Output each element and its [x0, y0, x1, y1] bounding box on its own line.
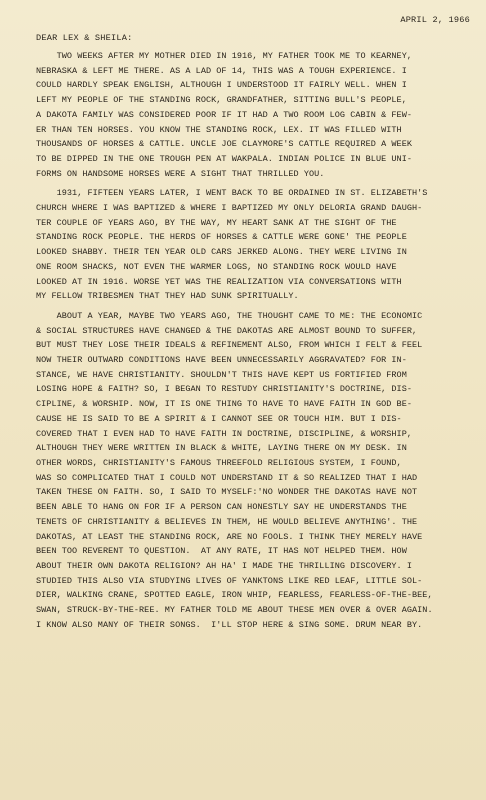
text-line: LOSING HOPE & FAITH? SO, I BEGAN TO RESTUDY CHRISTIANITY'S DOCTRINE, DIS- [36, 384, 413, 395]
text-line: LOOKED SHABBY. THEIR TEN YEAR OLD CARS JERKED ALONG. THEY WERE LIVING IN [36, 247, 407, 258]
salutation: DEAR LEX & SHEILA: [36, 33, 133, 43]
text-line: NEBRASKA & LEFT ME THERE. AS A LAD OF 14, THIS WAS A TOUGH EXPERIENCE. I [36, 65, 407, 76]
letter-date: APRIL 2, 1966 [400, 15, 470, 25]
paragraph-1 [36, 49, 476, 181]
text-line: OTHER WORDS, CHRISTIANITY'S FAMOUS THREEFOLD RELIGIOUS SYSTEM, I FOUND, [36, 457, 402, 468]
text-line: SWAN, STRUCK-BY-THE-REE. MY FATHER TOLD ME ABOUT THESE MEN OVER & OVER AGAIN. [36, 605, 433, 616]
text-line: MY FELLOW TRIBESMEN THAT THEY HAD SUNK SPIRITUALLY. [36, 291, 299, 302]
text-line: TENETS OF CHRISTIANITY & BELIEVES IN THEM, HE WOULD BELIEVE ANYTHING'. THE [36, 516, 418, 527]
text-line: & SOCIAL STRUCTURES HAVE CHANGED & THE DAKOTAS ARE ALMOST BOUND TO SUFFER, [36, 325, 418, 336]
text-line: I KNOW ALSO MANY OF THEIR SONGS. I'LL STOP HERE & SING SOME. DRUM NEAR BY. [36, 619, 423, 630]
text-line: ALTHOUGH THEY WERE WRITTEN IN BLACK & WHITE, LAYING THERE ON MY DESK. IN [36, 443, 407, 454]
paragraph-2 [36, 186, 476, 304]
text-line: DIER, WALKING CRANE, SPOTTED EAGLE, IRON WHIP, FEARLESS, FEARLESS-OF-THE-BEE, [36, 590, 433, 601]
text-line: STANDING ROCK PEOPLE. THE HERDS OF HORSES & CATTLE WERE GONE' THE PEOPLE [36, 232, 407, 243]
paragraph-3 [36, 309, 476, 632]
text-line: BEEN TOO REVERENT TO QUESTION. AT ANY RATE, IT HAS NOT HELPED THEM. HOW [36, 546, 407, 557]
text-line: LOOKED AT IN 1916. WORSE YET WAS THE REALIZATION VIA CONVERSATIONS WITH [36, 276, 402, 287]
text-line: BEEN ABLE TO HANG ON FOR IF A PERSON CAN HONESTLY SAY HE UNDERSTANDS THE [36, 502, 407, 513]
text-line: TER COUPLE OF YEARS AGO, BY THE WAY, MY HEART SANK AT THE SIGHT OF THE [36, 217, 397, 228]
text-line: TO BE DIPPED IN THE ONE TROUGH PEN AT WAKPALA. INDIAN POLICE IN BLUE UNI- [36, 153, 413, 164]
text-line: WAS SO COMPLICATED THAT I COULD NOT UNDERSTAND IT & SO REALIZED THAT I HAD [36, 472, 418, 483]
text-line: COULD HARDLY SPEAK ENGLISH, ALTHOUGH I UNDERSTOOD IT FAIRLY WELL. WHEN I [36, 80, 407, 91]
text-line: CAUSE HE IS SAID TO BE A SPIRIT & I CANNOT SEE OR TOUCH HIM. BUT I DIS- [36, 413, 402, 424]
text-line: TWO WEEKS AFTER MY MOTHER DIED IN 1916, MY FATHER TOOK ME TO KEARNEY, [36, 51, 413, 61]
text-line: DAKOTAS, AT LEAST THE STANDING ROCK, ARE NO FOOLS. I THINK THEY MERELY HAVE [36, 531, 423, 542]
text-line: CIPLINE, & WORSHIP. NOW, IT IS ONE THING TO HAVE TO HAVE FAITH IN GOD BE- [36, 399, 413, 410]
text-line: STANCE, WE HAVE CHRISTIANITY. SHOULDN'T THIS HAVE KEPT US FORTIFIED FROM [36, 369, 407, 380]
text-line: STUDIED THIS ALSO VIA STUDYING LIVES OF YANKTONS LIKE RED LEAF, LITTLE SOL- [36, 575, 423, 586]
text-line: 1931, FIFTEEN YEARS LATER, I WENT BACK TO BE ORDAINED IN ST. ELIZABETH'S [36, 188, 428, 199]
text-line: NOW THEIR OUTWARD CONDITIONS HAVE BEEN UNNECESSARILY AGGRAVATED? FOR IN- [36, 355, 407, 366]
text-line: THOUSANDS OF HORSES & CATTLE. UNCLE JOE CLAYMORE'S CATTLE REQUIRED A WEEK [36, 139, 413, 150]
text-line: ONE ROOM SHACKS, NOT EVEN THE WARMER LOGS, NO STANDING ROCK WOULD HAVE [36, 261, 397, 272]
text-line: ABOUT THEIR OWN DAKOTA RELIGION? AH HA' I MADE THE THRILLING DISCOVERY. I [36, 560, 413, 571]
text-line: CHURCH WHERE I WAS BAPTIZED & WHERE I BAPTIZED MY ONLY DELORIA GRAND DAUGH- [36, 203, 423, 214]
text-line: COVERED THAT I EVEN HAD TO HAVE FAITH IN DOCTRINE, DISCIPLINE, & WORSHIP, [36, 428, 413, 439]
letter-body [36, 49, 476, 632]
text-line: FORMS ON HANDSOME HORSES WERE A SIGHT THAT THRILLED YOU. [36, 168, 325, 179]
text-line: BUT MUST THEY LOSE THEIR IDEALS & REFINEMENT ALSO, FROM WHICH I FELT & FEEL [36, 340, 423, 351]
text-line: ER THAN TEN HORSES. YOU KNOW THE STANDING ROCK, LEX. IT WAS FILLED WITH [36, 124, 402, 135]
text-line: TAKEN THESE ON FAITH. SO, I SAID TO MYSELF:'NO WONDER THE DAKOTAS HAVE NOT [36, 487, 418, 498]
text-line: A DAKOTA FAMILY WAS CONSIDERED POOR IF IT HAD A TWO ROOM LOG CABIN & FEW- [36, 109, 413, 120]
text-line: LEFT MY PEOPLE OF THE STANDING ROCK, GRANDFATHER, SITTING BULL'S PEOPLE, [36, 95, 407, 106]
text-line: ABOUT A YEAR, MAYBE TWO YEARS AGO, THE THOUGHT CAME TO ME: THE ECONOMIC [36, 310, 423, 321]
